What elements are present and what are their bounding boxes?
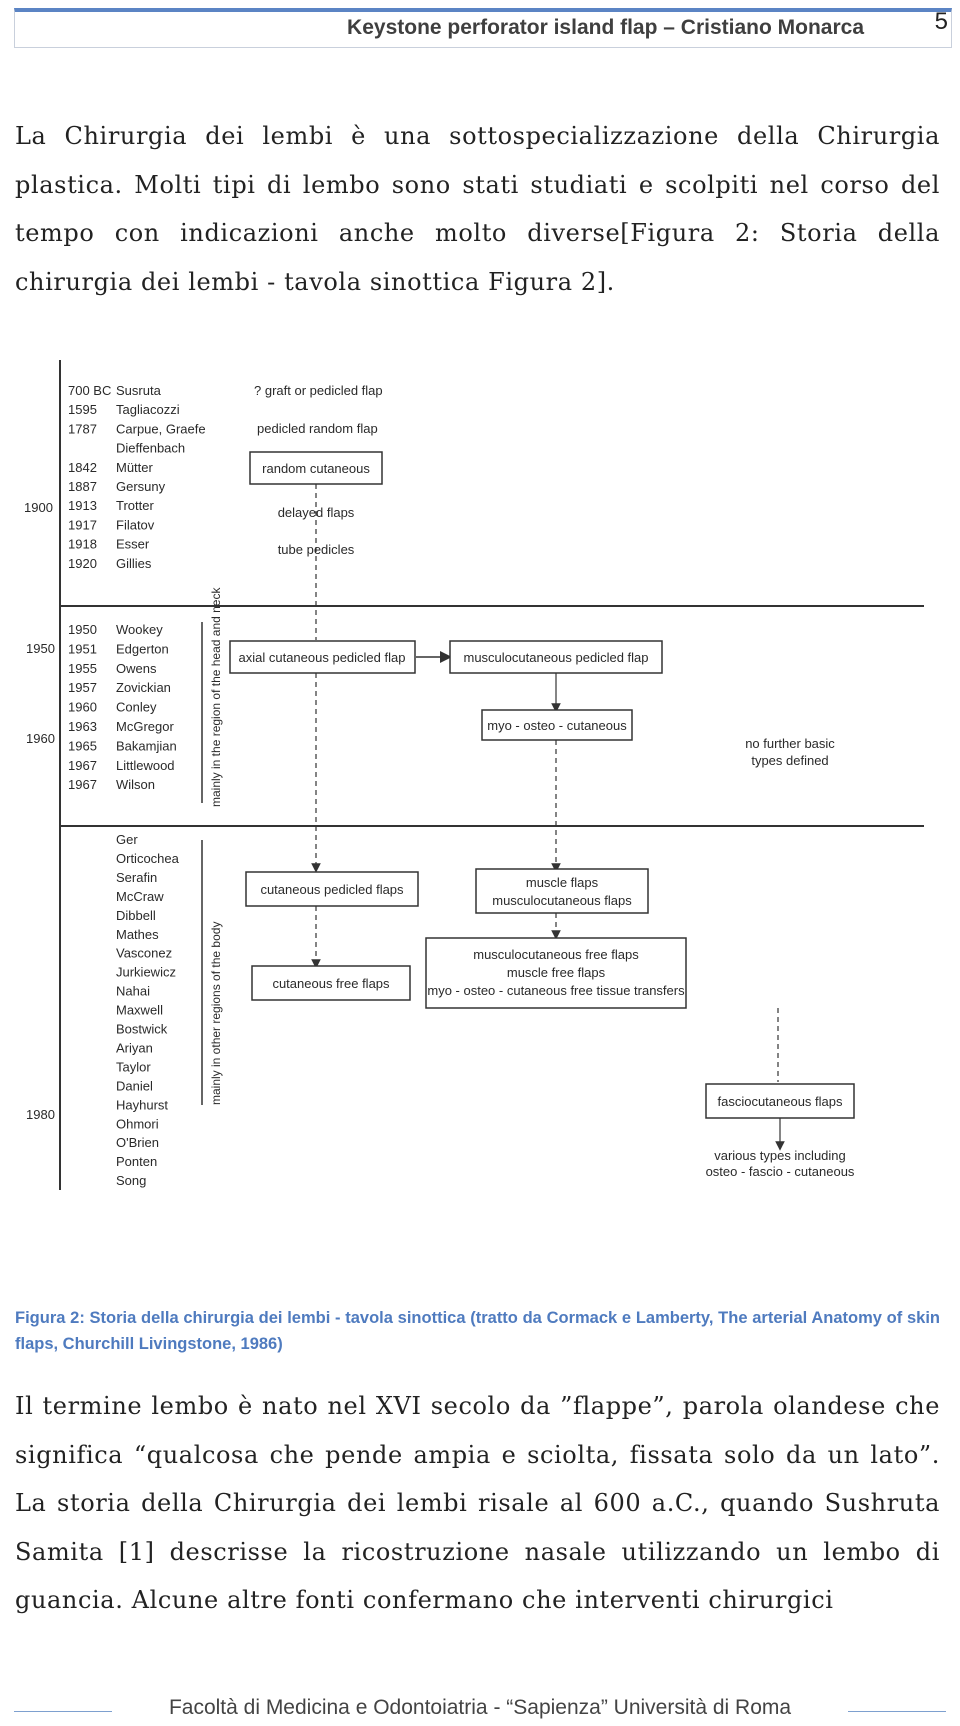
entry-name: Serafin: [116, 869, 158, 885]
entry-name: Song: [116, 1173, 147, 1189]
page-number: 5: [934, 8, 948, 35]
entry-year: 1917: [68, 517, 97, 533]
entry-year: 1955: [68, 660, 97, 676]
entry-year: 700 BC: [68, 383, 112, 398]
entry-name: Zovickian: [116, 680, 171, 696]
entry-name: Edgerton: [116, 641, 169, 657]
entry-name: McCraw: [116, 888, 164, 904]
entry-name: Taylor: [116, 1059, 151, 1075]
box-free-line3: myo - osteo - cutaneous free tissue transfers: [427, 983, 685, 998]
entries-group-2: [68, 622, 177, 792]
entry-name: Gillies: [116, 555, 152, 571]
entry-name: Littlewood: [116, 757, 175, 773]
entry-name: Dibbell: [116, 907, 156, 923]
entry-name: Filatov: [116, 517, 155, 533]
figure-svg: [14, 360, 940, 1260]
entry-name: Daniel: [116, 1078, 153, 1094]
entry-name: Esser: [116, 536, 150, 552]
footer-text: Facoltà di Medicina e Odontoiatria - “Sapienza” Università di Roma: [168, 1696, 792, 1719]
paragraph-intro: La Chirurgia dei lembi è una sottospecializzazione della Chirurgia plastica. Molti tipi di lembo sono stati studiati e scolpiti nel corso del tempo con indicazioni anche molto diverse[Figura 2: Storia della chirurgia dei lembi - tavola sinottica Figura 2].: [15, 122, 940, 296]
era-label-1900: 1900: [24, 500, 53, 515]
entry-name: Trotter: [116, 498, 154, 514]
box-axial-cutaneous-label: axial cutaneous pedicled flap: [238, 650, 406, 665]
entry-name: Carpue, Graefe: [116, 421, 206, 437]
entry-name: Bakamjian: [116, 738, 177, 754]
entry-name: Dieffenbach: [116, 440, 186, 456]
entry-name: Gersuny: [116, 479, 166, 494]
entry-name: Mütter: [116, 459, 153, 475]
entry-year: 1595: [68, 402, 97, 418]
note-various-1: various types including: [714, 1148, 846, 1163]
box-myo-osteo-cutaneous-label: myo - osteo - cutaneous: [487, 718, 627, 733]
entry-name: Tagliacozzi: [116, 402, 180, 418]
paragraph-history: Il termine lembo è nato nel XVI secolo da ”flappe”, parola olandese che significa “qualcosa che pende ampia e sciolta, fissata solo da un lato”. La storia della Chirurgia dei lembi risale al 600 a.C., quando Sushruta Samita [1] descrisse la ricostruzione nasale utilizzando un lembo di guancia. Alcune altre fonti confermano che interventi chirurgici: [15, 1392, 940, 1614]
note-graft: ? graft or pedicled flap: [254, 383, 383, 398]
entry-year: 1918: [68, 536, 97, 552]
entry-year: 1950: [68, 622, 97, 637]
entry-name: Hayhurst: [116, 1097, 169, 1113]
box-cutaneous-pedicled-label: cutaneous pedicled flaps: [260, 882, 404, 897]
entry-year: 1887: [68, 479, 97, 494]
note-no-further-1: no further basic: [745, 736, 835, 751]
entry-name: Ariyan: [116, 1040, 153, 1056]
entry-name: Maxwell: [116, 1002, 163, 1018]
box-fasciocutaneous-label: fasciocutaneous flaps: [717, 1094, 843, 1109]
era-label-1950: 1950: [26, 641, 55, 656]
entry-year: 1951: [68, 641, 97, 657]
entry-year: 1963: [68, 719, 97, 734]
entry-name: Ponten: [116, 1154, 158, 1170]
entry-year: 1965: [68, 738, 97, 754]
entry-name: Vasconez: [116, 945, 173, 961]
entry-year: 1920: [68, 555, 97, 571]
note-various-2: osteo - fascio - cutaneous: [705, 1164, 855, 1179]
entry-year: 1913: [68, 498, 97, 514]
note-no-further-2: types defined: [751, 753, 829, 768]
era-label-1960: 1960: [26, 731, 55, 746]
entry-name: Wilson: [116, 777, 156, 793]
box-random-cutaneous-label: random cutaneous: [262, 461, 370, 476]
vertical-label-head-neck: mainly in the region of the head and neck: [209, 587, 223, 807]
entry-name: Mathes: [116, 926, 159, 942]
vertical-label-other-regions: mainly in other regions of the body: [209, 921, 223, 1105]
note-pedicled-random: pedicled random flap: [257, 421, 378, 436]
entry-name: Nahai: [116, 983, 150, 999]
box-cutaneous-free-label: cutaneous free flaps: [272, 976, 390, 991]
entry-name: Susruta: [116, 383, 161, 398]
entry-name: Wookey: [116, 622, 163, 637]
entry-name: Orticochea: [116, 850, 179, 866]
entry-year: 1967: [68, 757, 97, 773]
entry-year: 1967: [68, 777, 97, 793]
entry-year: 1960: [68, 699, 97, 715]
box-free-line1: musculocutaneous free flaps: [473, 947, 639, 962]
box-free-line2: muscle free flaps: [506, 965, 606, 980]
entry-name: Bostwick: [116, 1021, 168, 1037]
entry-name: Jurkiewicz: [116, 964, 176, 980]
entries-group-3: [116, 832, 180, 1188]
entry-year: 1787: [68, 421, 97, 437]
entry-name: Owens: [116, 660, 157, 676]
figure-caption: Figura 2: Storia della chirurgia dei lembi - tavola sinottica (tratto da Cormack e Lamberty, The arterial Anatomy of skin flaps, Churchill Livingstone, 1986): [15, 1309, 940, 1353]
entry-name: O'Brien: [116, 1135, 159, 1151]
entry-name: Ger: [116, 832, 138, 847]
entry-year: 1842: [68, 459, 97, 475]
entry-name: McGregor: [116, 719, 174, 734]
entries-group-1: [68, 383, 206, 571]
entry-name: Ohmori: [116, 1116, 159, 1132]
era-label-1980: 1980: [26, 1107, 55, 1122]
box-muscle-flaps-line2: musculocutaneous flaps: [492, 893, 632, 908]
box-musculocutaneous-pedicled-label: musculocutaneous pedicled flap: [463, 650, 649, 665]
note-delayed: delayed flaps: [277, 505, 355, 520]
entry-year: 1957: [68, 680, 97, 696]
entry-name: Conley: [116, 699, 157, 715]
figure-flap-history: [14, 360, 940, 1260]
box-muscle-flaps-line1: muscle flaps: [525, 875, 599, 890]
running-title: Keystone perforator island flap – Cristiano Monarca: [347, 16, 864, 39]
note-tube-pedicles: tube pedicles: [277, 542, 355, 557]
